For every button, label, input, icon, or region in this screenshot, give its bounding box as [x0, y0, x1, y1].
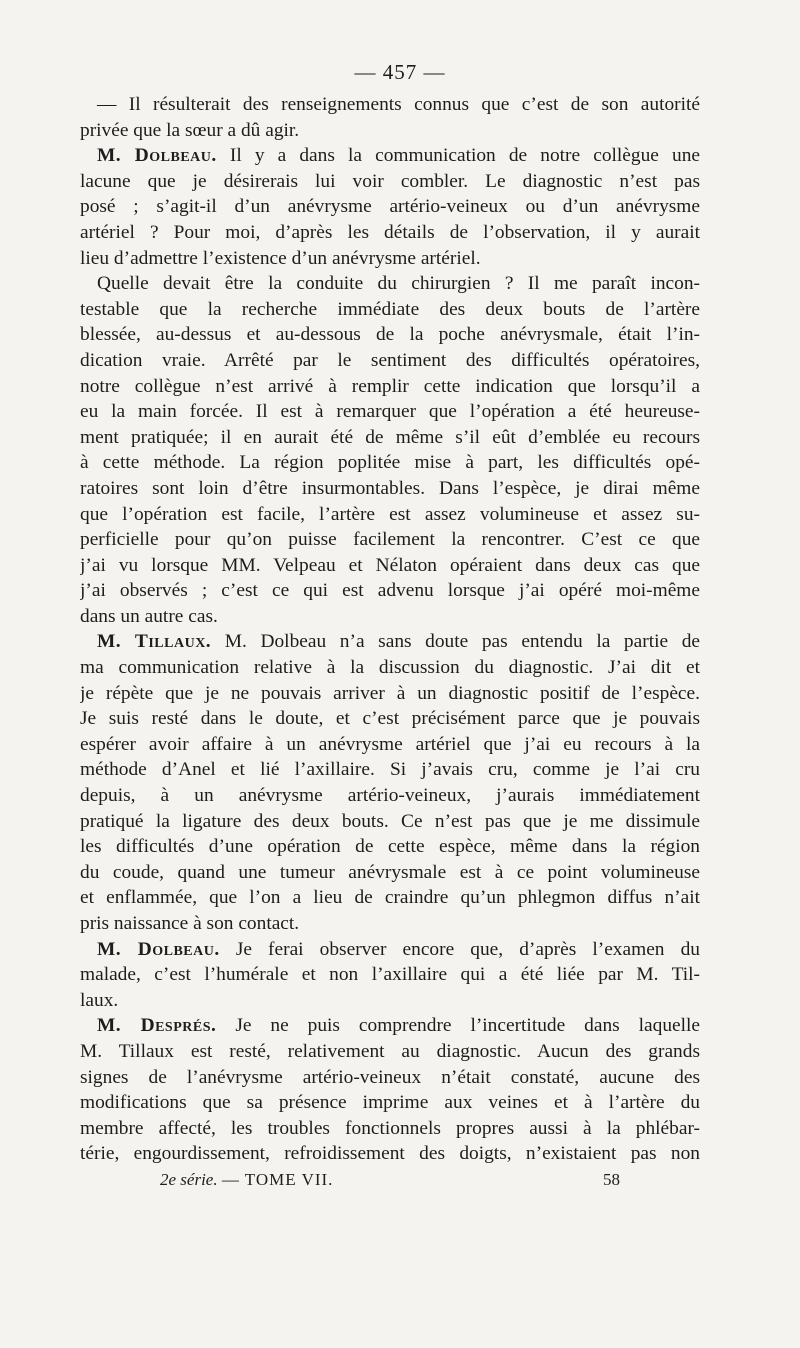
text-line: méthode d’Anel et lié l’axillaire. Si j’avais cru, comme je l’ai cru — [80, 759, 700, 781]
text-line: que l’opération est facile, l’artère est assez volumineuse et assez su- — [80, 503, 700, 525]
text-line: privée que la sœur a dû agir. — [80, 119, 300, 141]
text-line: ment pratiquée; il en aurait été de même s’il eût d’emblée eu recours — [80, 426, 700, 448]
text-line: térie, engourdissement, refroidissement des doigts, n’existaient pas non — [80, 1143, 700, 1165]
text-line: M. Tillaux est resté, relativement au diagnostic. Aucun des grands — [80, 1040, 700, 1062]
text-line: — Il résulterait des renseignements connus que c’est de son autorité — [97, 94, 700, 115]
text-line: Quelle devait être la conduite du chirurgien ? Il me paraît incon- — [97, 273, 700, 295]
text-line: à cette méthode. La région poplitée mise à part, les difficultés opé- — [80, 452, 700, 474]
text-line: depuis, à un anévrysme artério-veineux, j’aurais immédiatement — [80, 785, 700, 807]
text-line: et enflammée, que l’on a lieu de craindre qu’un phlegmon diffus n’ait — [80, 887, 700, 909]
text-line: perficielle pour qu’on puisse facilement la rencontrer. C’est ce que — [80, 529, 700, 551]
text-line: M. Tillaux. M. Dolbeau n’a sans doute pas entendu la partie de — [97, 631, 700, 653]
speaker-name: M. Dolbeau. — [97, 938, 220, 960]
footer-series: 2e série. — [160, 1170, 218, 1189]
body-text — [80, 92, 700, 1167]
text-line: notre collègue n’est arrivé à remplir cette indication que lorsqu’il a — [80, 375, 700, 397]
text-line: M. Dolbeau. Je ferai observer encore que, d’après l’examen du — [97, 938, 700, 960]
text-line: artériel ? Pour moi, d’après les détails de l’observation, il y aurait — [80, 221, 700, 243]
page-number: — 457 — — [354, 60, 446, 84]
text-line: les difficultés d’une opération de cette espèce, même dans la région — [80, 836, 700, 858]
footer-tome: — TOME VII. — [221, 1170, 334, 1189]
footer-series-tome — [160, 1170, 333, 1190]
text-line: lieu d’admettre l’existence d’un anévrysme artériel. — [80, 247, 481, 269]
text-line: j’ai observés ; c’est ce qui est advenu lorsque j’ai opéré moi-même — [80, 580, 700, 602]
speaker-name: M. Dolbeau. — [97, 145, 217, 167]
text-line: membre affecté, les troubles fonctionnels propres aussi à la phlébar- — [80, 1117, 700, 1139]
text-line: dication vraie. Arrêté par le sentiment des difficultés opératoires, — [80, 349, 700, 371]
speaker-name: M. Tillaux. — [97, 631, 212, 653]
text-line: ratoires sont loin d’être insurmontables. Dans l’espèce, je dirai même — [80, 477, 700, 499]
text-line: pratiqué la ligature des deux bouts. Ce n’est pas que je me dissimule — [80, 810, 700, 832]
text-line: eu la main forcée. Il est à remarquer que l’opération a été heureuse- — [80, 401, 700, 423]
text-line: espérer avoir affaire à un anévrysme artériel que j’ai eu recours à la — [80, 733, 700, 755]
text-line: malade, c’est l’humérale et non l’axillaire qui a été liée par M. Til- — [80, 964, 700, 986]
text-line: M. Després. Je ne puis comprendre l’incertitude dans laquelle — [97, 1015, 700, 1037]
text-line: Je suis resté dans le doute, et c’est précisément parce que je pouvais — [80, 708, 700, 730]
text-line: signes de l’anévrysme artério-veineux n’était constaté, aucune des — [80, 1066, 700, 1088]
text-line: j’ai vu lorsque MM. Velpeau et Nélaton opéraient dans deux cas que — [80, 554, 700, 576]
text-line: modifications que sa présence imprime aux veines et à l’artère du — [80, 1092, 700, 1114]
page-footer — [160, 1170, 620, 1190]
text-line: posé ; s’agit-il d’un anévrysme artério-veineux ou d’un anévrysme — [80, 196, 700, 218]
text-line: du coude, quand une tumeur anévrysmale est à ce point volumineuse — [80, 861, 700, 883]
text-line: M. Dolbeau. Il y a dans la communication de notre collègue une — [97, 145, 700, 167]
text-line: dans un autre cas. — [80, 605, 218, 627]
text-line: pris naissance à son contact. — [80, 913, 300, 934]
text-line: blessée, au-dessus et au-dessous de la poche anévrysmale, était l’in- — [80, 324, 700, 346]
text-line: ma communication relative à la discussion du diagnostic. J’ai dit et — [80, 657, 700, 679]
speaker-name: M. Després. — [97, 1015, 217, 1037]
text-line: lacune que je désirerais lui voir combler. Le diagnostic n’est pas — [80, 170, 700, 192]
text-line: je répète que je ne pouvais arriver à un diagnostic positif de l’espèce. — [80, 682, 700, 704]
text-line: laux. — [80, 989, 119, 1011]
text-line: testable que la recherche immédiate des deux bouts de l’artère — [80, 298, 700, 320]
footer-sheet-number: 58 — [603, 1170, 620, 1189]
